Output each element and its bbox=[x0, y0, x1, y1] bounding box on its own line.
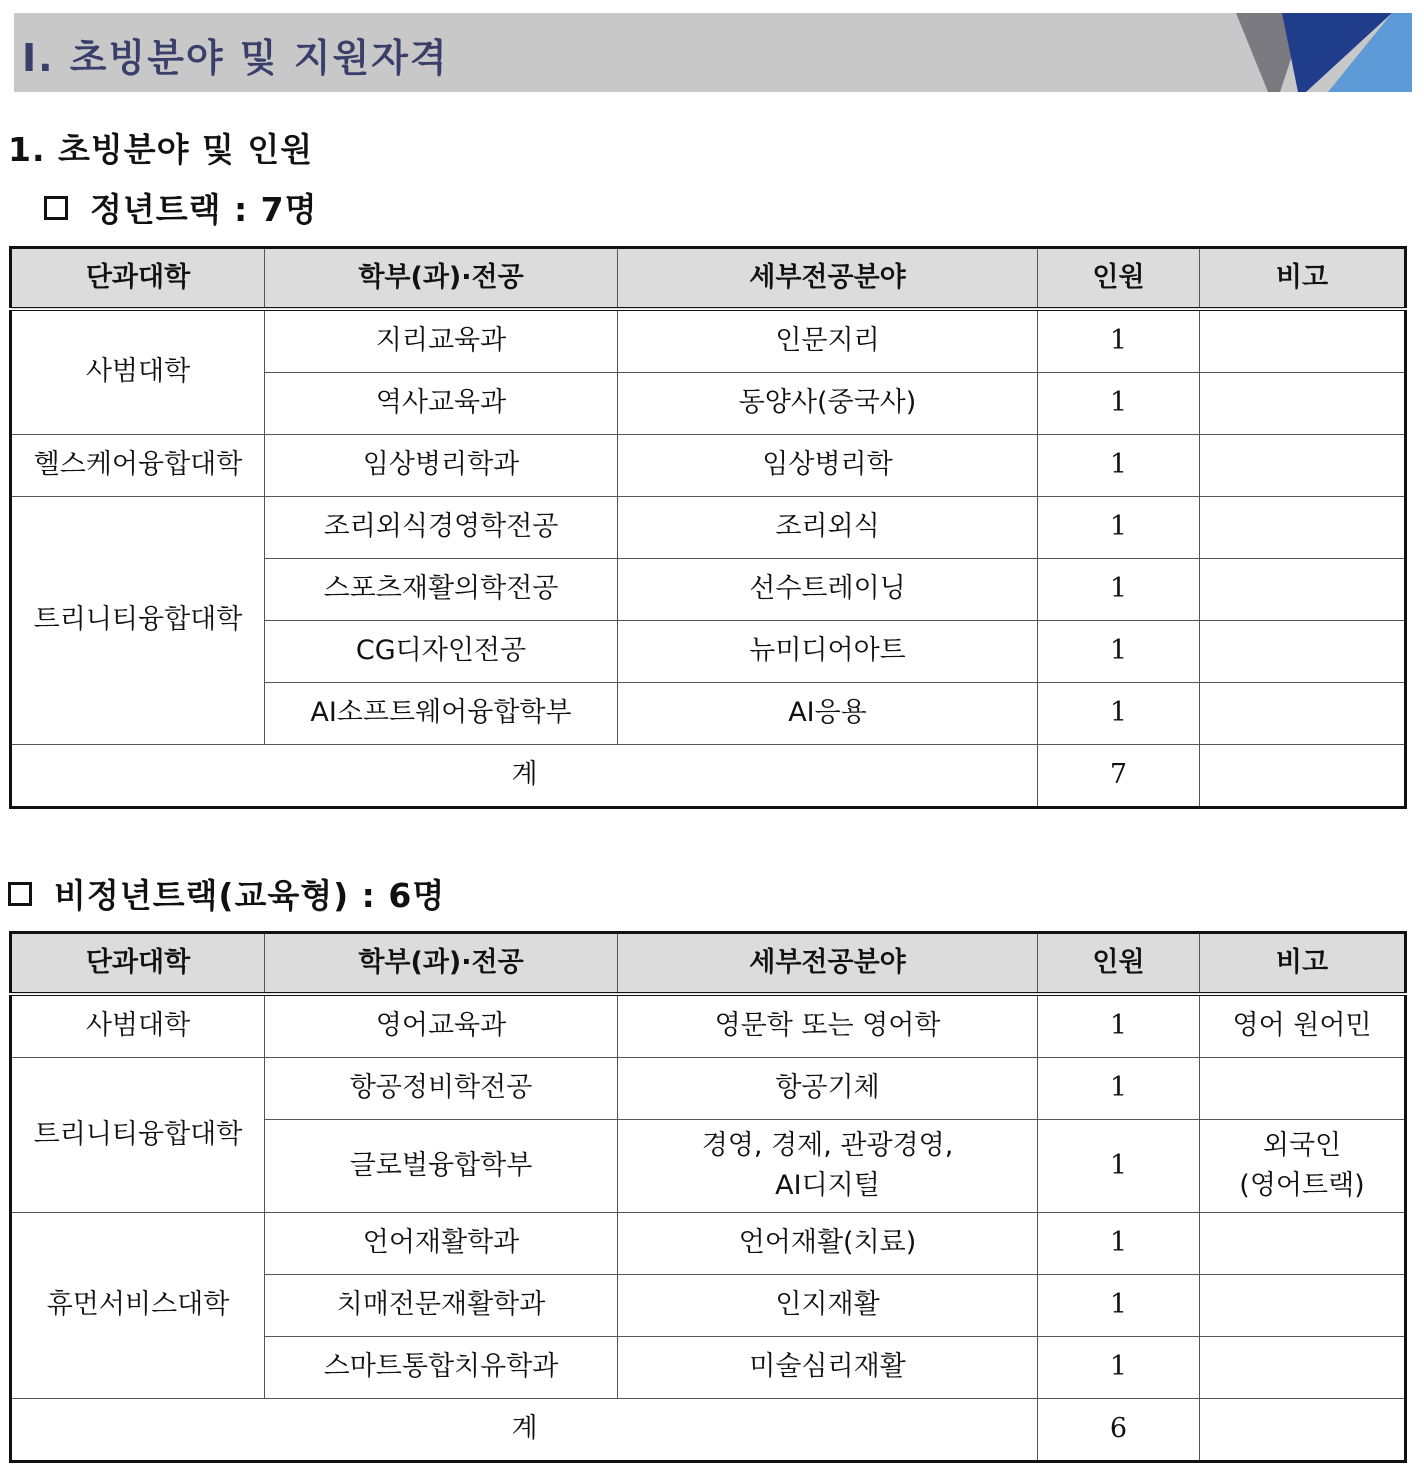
col-header: 비고 bbox=[1200, 933, 1406, 995]
count-cell: 1 bbox=[1038, 1275, 1200, 1337]
count-cell: 1 bbox=[1038, 309, 1200, 373]
section-heading: 1. 초빙분야 및 인원 bbox=[8, 130, 314, 169]
count-cell: 1 bbox=[1038, 1120, 1200, 1213]
table-header-row bbox=[11, 933, 1406, 995]
count-cell: 1 bbox=[1038, 1058, 1200, 1120]
note-cell bbox=[1200, 621, 1406, 683]
banner-decoration-icon bbox=[1222, 13, 1412, 92]
table-row bbox=[11, 994, 1406, 1058]
count-cell: 1 bbox=[1038, 559, 1200, 621]
field-cell: AI응용 bbox=[618, 683, 1038, 745]
table-row bbox=[11, 435, 1406, 497]
section-banner bbox=[14, 13, 1412, 92]
field-cell: 미술심리재활 bbox=[618, 1337, 1038, 1399]
note-cell bbox=[1200, 497, 1406, 559]
dept-cell: 조리외식경영학전공 bbox=[265, 497, 618, 559]
field-cell: 인문지리 bbox=[618, 309, 1038, 373]
total-row bbox=[11, 745, 1406, 808]
dept-cell: 스마트통합치유학과 bbox=[265, 1337, 618, 1399]
field-cell: 선수트레이닝 bbox=[618, 559, 1038, 621]
note-cell bbox=[1200, 309, 1406, 373]
col-header: 인원 bbox=[1038, 248, 1200, 310]
count-cell: 1 bbox=[1038, 373, 1200, 435]
dept-cell: 항공정비학전공 bbox=[265, 1058, 618, 1120]
total-count: 7 bbox=[1038, 745, 1200, 808]
total-row bbox=[11, 1399, 1406, 1462]
field-cell: 언어재활(치료) bbox=[618, 1213, 1038, 1275]
note-cell bbox=[1200, 1058, 1406, 1120]
field-line: 경영, 경제, 관광경영, bbox=[701, 1129, 954, 1161]
dept-cell: 스포츠재활의학전공 bbox=[265, 559, 618, 621]
count-cell: 1 bbox=[1038, 621, 1200, 683]
dept-cell: 치매전문재활학과 bbox=[265, 1275, 618, 1337]
col-header: 단과대학 bbox=[11, 933, 265, 995]
track2-heading-text: 비정년트랙(교육형) : 6명 bbox=[54, 876, 446, 915]
total-label: 계 bbox=[11, 745, 1038, 808]
field-cell: 동양사(중국사) bbox=[618, 373, 1038, 435]
note-cell bbox=[1200, 435, 1406, 497]
field-cell: 조리외식 bbox=[618, 497, 1038, 559]
track1-table bbox=[9, 246, 1407, 809]
count-cell: 1 bbox=[1038, 435, 1200, 497]
col-header: 인원 bbox=[1038, 933, 1200, 995]
note-cell: 영어 원어민 bbox=[1200, 994, 1406, 1058]
dept-cell: 역사교육과 bbox=[265, 373, 618, 435]
table-row bbox=[11, 309, 1406, 373]
college-cell: 트리니티융합대학 bbox=[11, 1058, 265, 1213]
college-cell: 사범대학 bbox=[11, 309, 265, 435]
dept-cell: AI소프트웨어융합학부 bbox=[265, 683, 618, 745]
field-cell: 인지재활 bbox=[618, 1275, 1038, 1337]
note-line: (영어트랙) bbox=[1239, 1170, 1365, 1201]
field-cell: 임상병리학 bbox=[618, 435, 1038, 497]
field-cell bbox=[618, 1120, 1038, 1213]
note-cell bbox=[1200, 1213, 1406, 1275]
college-cell: 헬스케어융합대학 bbox=[11, 435, 265, 497]
count-cell: 1 bbox=[1038, 994, 1200, 1058]
dept-cell: 영어교육과 bbox=[265, 994, 618, 1058]
total-count: 6 bbox=[1038, 1399, 1200, 1462]
college-cell: 휴먼서비스대학 bbox=[11, 1213, 265, 1399]
note-cell bbox=[1200, 745, 1406, 808]
field-line: AI디지털 bbox=[775, 1170, 880, 1201]
note-cell bbox=[1200, 1399, 1406, 1462]
dept-cell: 임상병리학과 bbox=[265, 435, 618, 497]
dept-cell: CG디자인전공 bbox=[265, 621, 618, 683]
track1-heading-text: 정년트랙 : 7명 bbox=[90, 190, 318, 229]
table-row bbox=[11, 1213, 1406, 1275]
note-line: 외국인 bbox=[1262, 1129, 1342, 1161]
col-header: 학부(과)·전공 bbox=[265, 933, 618, 995]
college-cell: 사범대학 bbox=[11, 994, 265, 1058]
table-header-row bbox=[11, 248, 1406, 310]
field-cell: 영문학 또는 영어학 bbox=[618, 994, 1038, 1058]
count-cell: 1 bbox=[1038, 1337, 1200, 1399]
dept-cell: 언어재활학과 bbox=[265, 1213, 618, 1275]
field-cell: 항공기체 bbox=[618, 1058, 1038, 1120]
track1-heading bbox=[44, 184, 318, 231]
dept-cell: 지리교육과 bbox=[265, 309, 618, 373]
note-cell bbox=[1200, 1120, 1406, 1213]
note-cell bbox=[1200, 373, 1406, 435]
note-cell bbox=[1200, 1275, 1406, 1337]
count-cell: 1 bbox=[1038, 1213, 1200, 1275]
col-header: 비고 bbox=[1200, 248, 1406, 310]
track2-heading bbox=[8, 870, 445, 917]
banner-title: Ⅰ. 초빙분야 및 지원자격 bbox=[22, 36, 449, 80]
col-header: 세부전공분야 bbox=[618, 248, 1038, 310]
count-cell: 1 bbox=[1038, 497, 1200, 559]
college-cell: 트리니티융합대학 bbox=[11, 497, 265, 745]
note-cell bbox=[1200, 683, 1406, 745]
checkbox-square-icon bbox=[8, 882, 32, 906]
count-cell: 1 bbox=[1038, 683, 1200, 745]
total-label: 계 bbox=[11, 1399, 1038, 1462]
table-row bbox=[11, 497, 1406, 559]
col-header: 학부(과)·전공 bbox=[265, 248, 618, 310]
track2-table bbox=[9, 931, 1407, 1463]
checkbox-square-icon bbox=[44, 196, 68, 220]
dept-cell: 글로벌융합학부 bbox=[265, 1120, 618, 1213]
table-row bbox=[11, 1058, 1406, 1120]
field-cell: 뉴미디어아트 bbox=[618, 621, 1038, 683]
col-header: 단과대학 bbox=[11, 248, 265, 310]
note-cell bbox=[1200, 559, 1406, 621]
note-cell bbox=[1200, 1337, 1406, 1399]
col-header: 세부전공분야 bbox=[618, 933, 1038, 995]
